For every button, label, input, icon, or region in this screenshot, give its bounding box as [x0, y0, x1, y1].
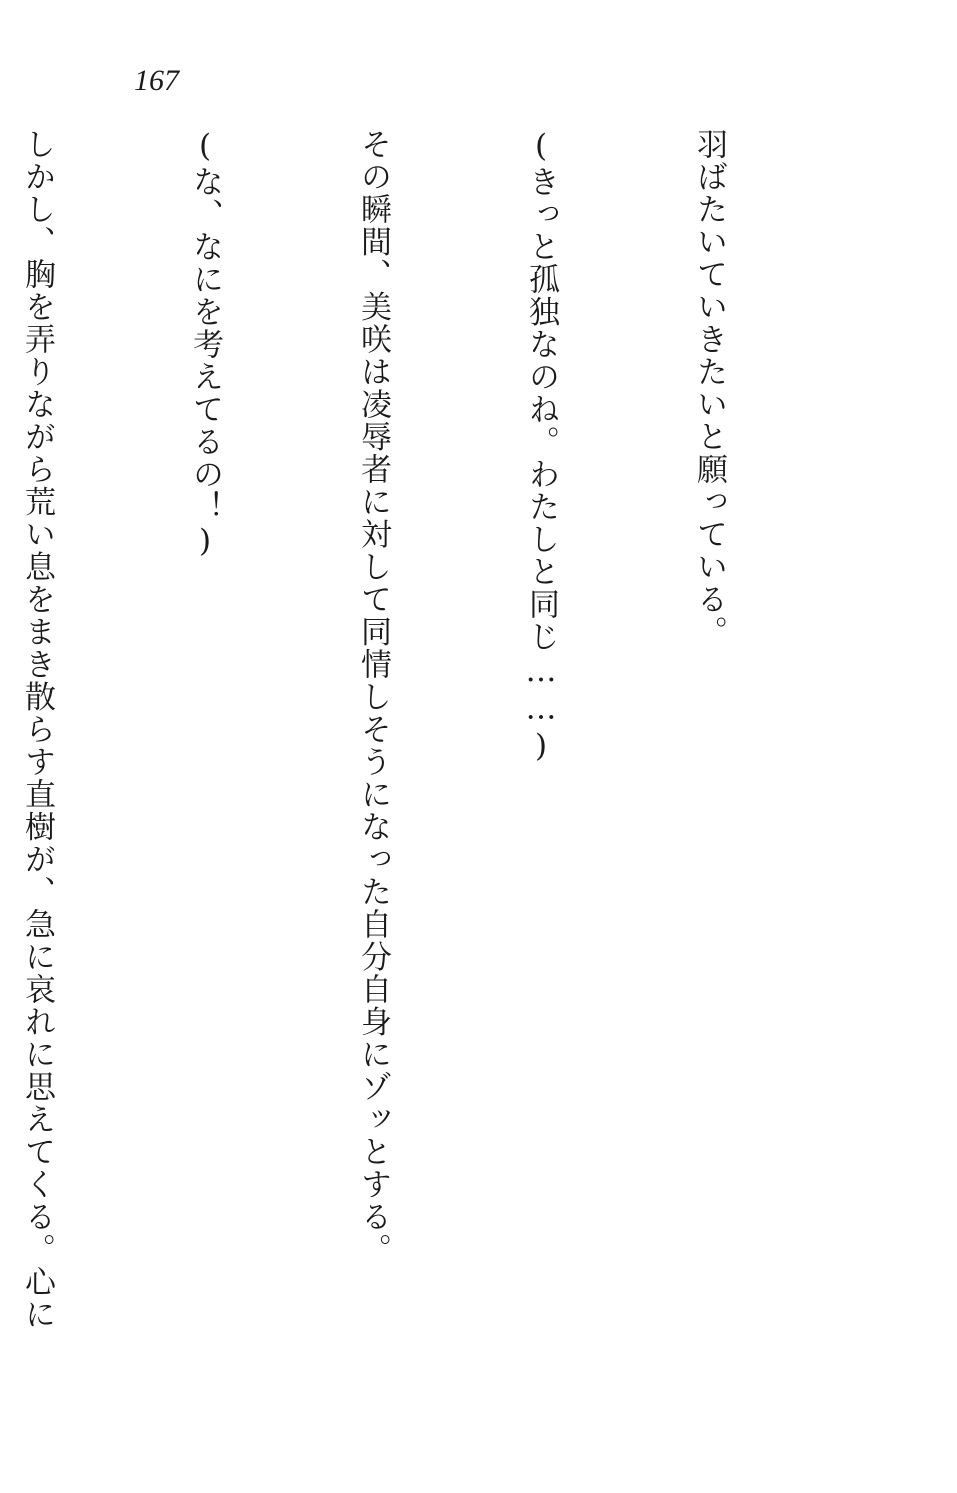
vertical-text-body [19, 128, 849, 1331]
text-line: その瞬間、美咲は凌辱者に対して同情しそうになった自分自身にゾッとする。 [355, 128, 391, 1266]
text-line: 羽ばたいていきたいと願っている。 [691, 128, 727, 648]
text-line: (な、なにを考えてるの！) [187, 128, 223, 561]
text-line: (きっと孤独なのね。わたしと同じ……) [523, 128, 559, 766]
page-number: 167 [134, 64, 179, 97]
text-line: しかし、胸を弄りながら荒い息をまき散らす直樹が、急に哀れに思えてくる。心に [19, 128, 55, 1331]
